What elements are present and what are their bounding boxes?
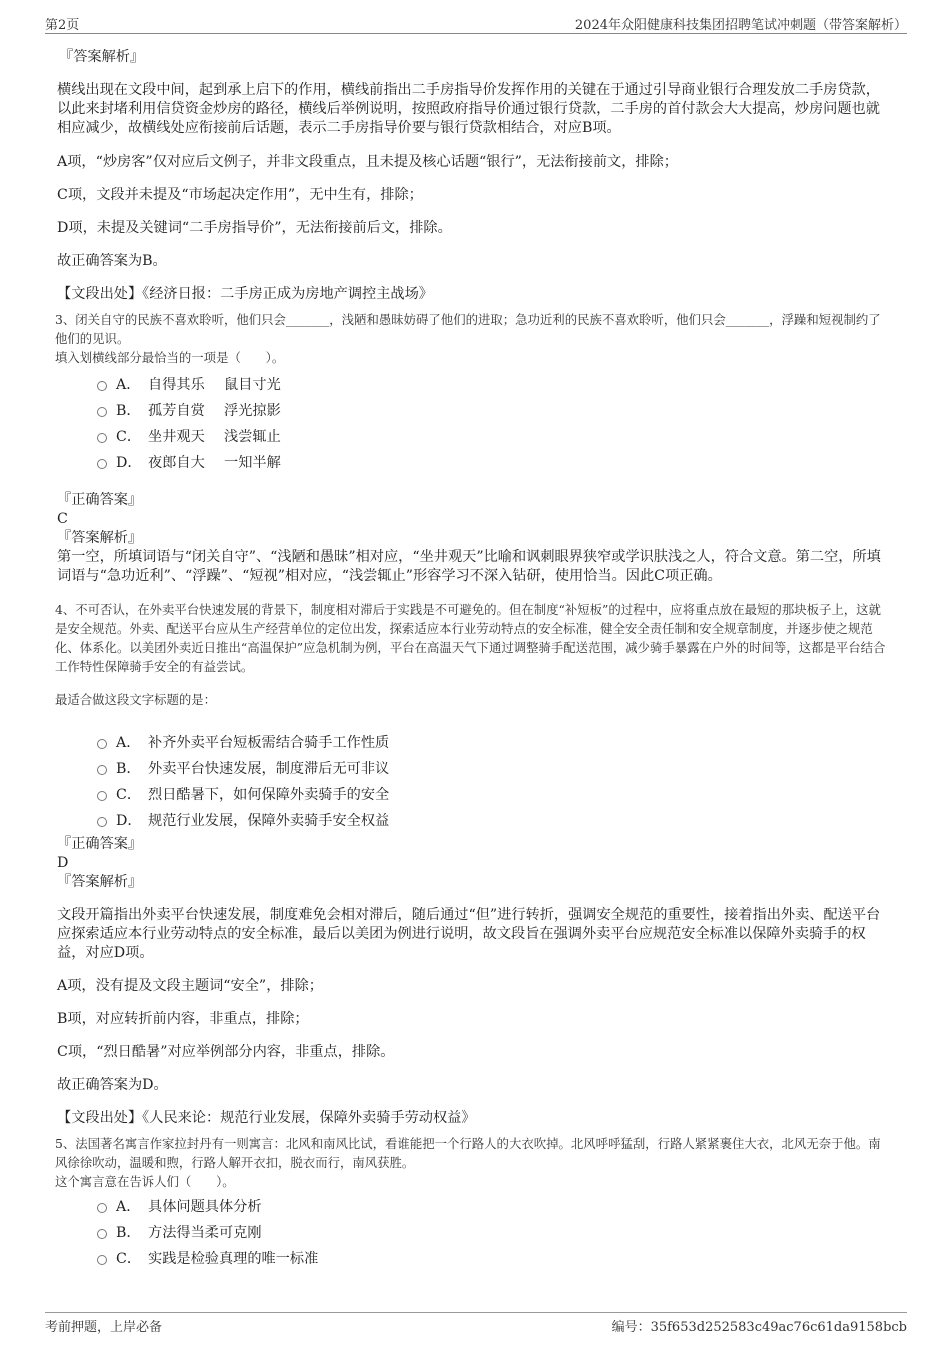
page-footer (45, 1312, 907, 1334)
q4-option-b[interactable]: B． 外卖平台快速发展，制度滞后无可非议 (97, 755, 889, 781)
q4-option-c[interactable]: C． 烈日酷暑下，如何保障外卖骑手的安全 (97, 781, 889, 807)
page-content (57, 48, 889, 1271)
q5-option-c[interactable]: C． 实践是检验真理的唯一标准 (97, 1245, 889, 1271)
q2-conclusion: 故正确答案为B。 (57, 253, 167, 269)
document-title: 2024年众阳健康科技集团招聘笔试冲刺题（带答案解析） (574, 18, 907, 33)
radio-icon[interactable] (97, 765, 107, 775)
page-header (45, 14, 907, 34)
footer-slogan: 考前押题，上岸必备 (45, 1320, 163, 1335)
q4-note-a: A项，没有提及文段主题词“安全”，排除； (57, 978, 323, 994)
radio-icon[interactable] (97, 817, 107, 827)
q3-analysis-label: 『答案解析』 (57, 530, 143, 546)
q5-option-b[interactable]: B． 方法得当柔可克刚 (97, 1219, 889, 1245)
q2-note-c: C项，文段并未提及“市场起决定作用”，无中生有，排除； (57, 187, 423, 203)
q2-analysis-label: 『答案解析』 (59, 49, 145, 65)
radio-icon[interactable] (97, 1203, 107, 1213)
page-number: 第2页 (45, 18, 80, 33)
q4-option-d[interactable]: D． 规范行业发展，保障外卖骑手安全权益 (97, 807, 889, 833)
q4-analysis-label: 『答案解析』 (57, 874, 143, 890)
q5-stem: 5、法国著名寓言作家拉封丹有一则寓言：北风和南风比试，看谁能把一个行路人的大衣吹掉。北风呼呼猛刮，行路人紧紧裹住大衣，北风无奈于他。南风徐徐吹动，温暖和煦，行路人解开衣扣，脱衣而行，南风获胜。 (55, 1136, 881, 1170)
q3-option-a[interactable]: A． 自得其乐 鼠目寸光 (97, 371, 889, 397)
radio-icon[interactable] (97, 791, 107, 801)
q3-options (57, 371, 889, 475)
q3-answer: C (57, 511, 68, 527)
q2-note-d: D项，未提及关键词“二手房指导价”，无法衔接前后文，排除。 (57, 220, 452, 236)
q4-stem: 4、不可否认，在外卖平台快速发展的背景下，制度相对滞后于实践是不可避免的。但在制度“补短板”的过程中，应将重点放在最短的那块板子上，这就是安全规范。外卖、配送平台应从生产经营单位的定位出发，探索适应本行业劳动特点的安全标准，健全安全责任制和安全规章制度，并逐步使之规范化、体系化。以美团外卖近日推出“高温保护”应急机制为例，平台在高温天气下通过调整骑手配送范围，减少骑手暴露在户外的时间等，这都是平台结合工作特性保障骑手安全的有益尝试。 (55, 602, 886, 674)
q3-prompt: 填入划横线部分最恰当的一项是（ ）。 (55, 350, 285, 365)
q5-option-a[interactable]: A． 具体问题具体分析 (97, 1193, 889, 1219)
radio-icon[interactable] (97, 459, 107, 469)
q4-note-c: C项，“烈日酷暑”对应举例部分内容，非重点，排除。 (57, 1044, 395, 1060)
q2-source: 【文段出处】《经济日报：二手房正成为房地产调控主战场》 (57, 286, 433, 302)
radio-icon[interactable] (97, 407, 107, 417)
q4-option-a[interactable]: A． 补齐外卖平台短板需结合骑手工作性质 (97, 729, 889, 755)
q3-answer-label: 『正确答案』 (57, 492, 143, 508)
q4-conclusion: 故正确答案为D。 (57, 1077, 168, 1093)
q5-prompt: 这个寓言意在告诉人们（ ）。 (55, 1174, 235, 1189)
q4-answer: D (57, 855, 69, 871)
q3-stem: 3、闭关自守的民族不喜欢聆听，他们只会_______，浅陋和愚昧妨碍了他们的进取；急功近利的民族不喜欢聆听，他们只会_______，浮躁和短视制约了他们的见识。 (55, 312, 881, 346)
q4-options (57, 729, 889, 833)
radio-icon[interactable] (97, 1255, 107, 1265)
radio-icon[interactable] (97, 1229, 107, 1239)
q4-note-b: B项，对应转折前内容，非重点，排除； (57, 1011, 309, 1027)
radio-icon[interactable] (97, 381, 107, 391)
radio-icon[interactable] (97, 739, 107, 749)
q2-analysis-text: 横线出现在文段中间，起到承上启下的作用，横线前指出二手房指导价发挥作用的关键在于通过引导商业银行合理发放二手房贷款，以此来封堵利用信贷资金炒房的路径，横线后举例说明，按照政府指导价通过银行贷款，二手房的首付款会大大提高，炒房问题也就相应减少，故横线处应衔接前后话题，表示二手房指导价要与银行贷款相结合，对应B项。 (57, 82, 880, 136)
q3-analysis-text: 第一空，所填词语与“闭关自守”、“浅陋和愚昧”相对应，“坐井观天”比喻和讽刺眼界狭窄或学识肤浅之人，符合文意。第二空，所填词语与“急功近利”、“浮躁”、“短视”相对应，“浅尝辄止”形容学习不深入钻研，使用恰当。因此C项正确。 (57, 549, 881, 584)
q4-source: 【文段出处】《人民来论：规范行业发展，保障外卖骑手劳动权益》 (57, 1110, 476, 1126)
q3-option-d[interactable]: D． 夜郎自大 一知半解 (97, 449, 889, 475)
q4-answer-label: 『正确答案』 (57, 836, 143, 852)
q5-options (57, 1193, 889, 1271)
radio-icon[interactable] (97, 433, 107, 443)
q4-prompt: 最适合做这段文字标题的是： (55, 692, 217, 707)
q4-analysis-text: 文段开篇指出外卖平台快速发展，制度难免会相对滞后，随后通过“但”进行转折，强调安全规范的重要性，接着指出外卖、配送平台应探索适应本行业劳动特点的安全标准，最后以美团为例进行说明，故文段旨在强调外卖平台应规范安全标准以保障外卖骑手的权益，对应D项。 (57, 907, 881, 961)
q3-option-c[interactable]: C． 坐井观天 浅尝辄止 (97, 423, 889, 449)
document-serial: 编号：35f653d252583c49ac76c61da9158bcb (611, 1320, 907, 1335)
q3-option-b[interactable]: B． 孤芳自赏 浮光掠影 (97, 397, 889, 423)
q2-note-a: A项，“炒房客”仅对应后文例子，并非文段重点，且未提及核心话题“银行”，无法衔接前文，排除； (57, 154, 678, 170)
